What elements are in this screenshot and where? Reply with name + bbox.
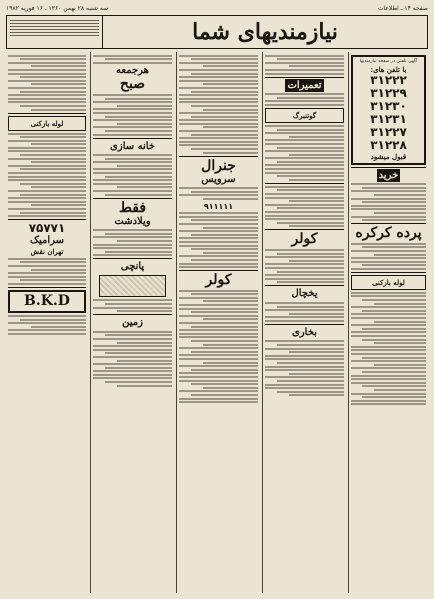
ad-heading: هرجمعه [116, 65, 149, 77]
phone-number: ۳۱۲۲۷ [370, 124, 407, 139]
ad-box [351, 275, 426, 290]
ad-subheading: تهران نقش [30, 247, 64, 257]
ad-heading: بخاری [292, 326, 317, 338]
ad-heading: گوتنبرگ [292, 110, 317, 120]
ad-heading: کولر [205, 272, 232, 289]
ad-heading: پانچی [120, 261, 145, 273]
logo-ad-box [8, 290, 86, 313]
ad-heading: سرامیک [30, 235, 64, 247]
ad-heading: لوله بازکنی [30, 118, 64, 128]
phone-number: ۳۱۲۲۸ [370, 137, 407, 152]
phone-number: ۳۱۲۳۱ [370, 111, 407, 126]
date-label: سه شنبه ۲۸ بهمن ۱۳۶۰ ـ ۱۶ فوریه ۱۹۸۲ [6, 4, 109, 12]
ad-phone: ۹۱۱۱۱۱ [203, 201, 234, 211]
phone-number: ۳۱۲۲۹ [370, 85, 407, 100]
ad-heading: زمین [122, 317, 143, 329]
column-5 [6, 52, 88, 593]
ad-illustration [99, 275, 166, 297]
masthead [6, 15, 428, 49]
masthead-side-notes [7, 16, 103, 48]
ad-heading: ویلادشت [114, 215, 151, 227]
ad-heading: تعمیرات [287, 79, 322, 91]
ad-heading: جنرال [201, 157, 236, 174]
column-4 [90, 52, 174, 593]
ad-heading: فقط [118, 199, 147, 216]
ad-heading: خانه سازی [110, 140, 155, 152]
ad-box [8, 116, 86, 131]
column-3 [176, 52, 260, 593]
phone-number: ۳۱۲۳۰ [370, 98, 407, 113]
column-1 [348, 52, 428, 593]
page-top-bar [6, 3, 428, 13]
page-label: صفحه ۱۴ ـ اطلاعات [377, 4, 428, 12]
phone-number: ۳۱۲۲۲ [370, 72, 407, 87]
page-title: نیازمندیهای شما [192, 19, 338, 45]
ad-heading: پرده کرکره [355, 225, 422, 242]
phone-ad-box [351, 55, 426, 165]
phone-ad-line: آگهی تلفنی در صفحه نیازمندیها [359, 59, 418, 64]
ad-heading: خرید [378, 169, 399, 181]
column-2 [262, 52, 346, 593]
ad-heading: صبح [119, 76, 146, 93]
phone-ad-label: با تلفن های: [370, 64, 407, 74]
ad-heading: یخچال [291, 288, 318, 300]
ad-phone: ۷۵۷۷۱ [28, 221, 66, 236]
ad-subheading: سرویس [201, 173, 236, 185]
ad-heading: کولر [291, 231, 318, 248]
phone-ad-footer: قبول میشود [370, 151, 407, 161]
ad-box [265, 108, 344, 123]
ad-logo: B.K.D [24, 292, 70, 309]
ad-heading: لوله بازکنی [372, 277, 405, 287]
